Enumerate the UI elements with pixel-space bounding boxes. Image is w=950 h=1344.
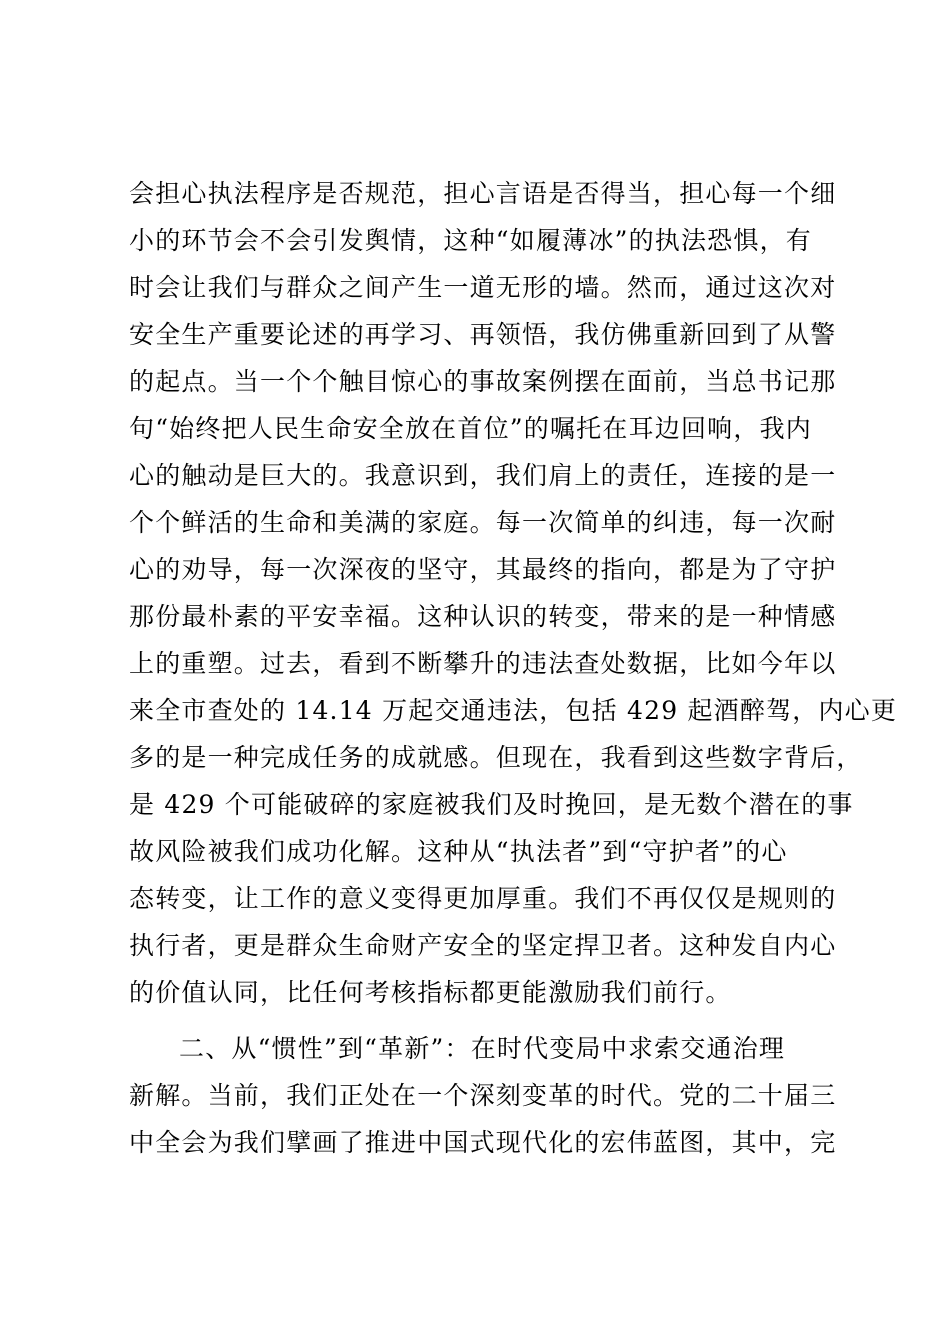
text-line: 心的触动是巨大的。我意识到，我们肩上的责任，连接的是一 (129, 461, 837, 490)
text-line: 态转变，让工作的意义变得更加厚重。我们不再仅仅是规则的 (129, 884, 837, 913)
text-line: 小的环节会不会引发舆情，这种“如履薄冰”的执法恐惧，有 (129, 226, 812, 255)
text-line: 那份最朴素的平安幸福。这种认识的转变，带来的是一种情感 (129, 602, 837, 631)
text-line: 新解。当前，我们正处在一个深刻变革的时代。党的二十届三 (129, 1081, 837, 1110)
text-line: 个个鲜活的生命和美满的家庭。每一次简单的纠违，每一次耐 (129, 508, 837, 537)
text-line: 会担心执法程序是否规范，担心言语是否得当，担心每一个细 (129, 179, 837, 208)
text-line: 句“始终把人民生命安全放在首位”的嘱托在耳边回响，我内 (129, 414, 812, 443)
text-line: 故风险被我们成功化解。这种从“执法者”到“守护者”的心 (129, 837, 788, 866)
text-line: 执行者，更是群众生命财产安全的坚定捍卫者。这种发自内心 (129, 931, 837, 960)
text-line: 多的是一种完成任务的成就感。但现在，我看到这些数字背后， (129, 743, 863, 772)
text-line: 的价值认同，比任何考核指标都更能激励我们前行。 (129, 978, 732, 1007)
section-heading-line: 二、从“惯性”到“革新”：在时代变局中求索交通治理 (179, 1034, 786, 1063)
text-line: 中全会为我们擘画了推进中国式现代化的宏伟蓝图，其中，完 (129, 1128, 837, 1157)
text-line: 心的劝导，每一次深夜的坚守，其最终的指向，都是为了守护 (129, 555, 837, 584)
text-line: 是 429 个可能破碎的家庭被我们及时挽回，是无数个潜在的事 (129, 790, 854, 819)
text-line: 来全市查处的 14.14 万起交通违法，包括 429 起酒醉驾，内心更 (129, 696, 898, 725)
text-line: 上的重塑。过去，看到不断攀升的违法查处数据，比如今年以 (129, 649, 837, 678)
text-line: 安全生产重要论述的再学习、再领悟，我仿佛重新回到了从警 (129, 320, 837, 349)
text-line: 的起点。当一个个触目惊心的事故案例摆在面前，当总书记那 (129, 367, 837, 396)
text-line: 时会让我们与群众之间产生一道无形的墙。然而，通过这次对 (129, 273, 837, 302)
